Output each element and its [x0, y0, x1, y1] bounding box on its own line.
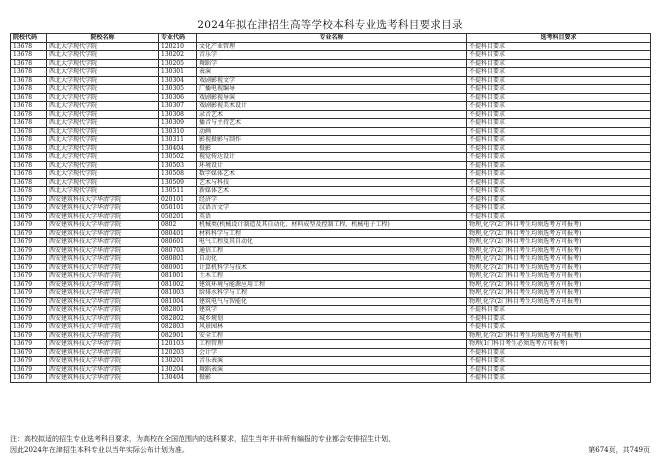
cell-school-name: 西安建筑科技大学华清学院 — [47, 212, 159, 221]
cell-school-code: 13678 — [11, 153, 47, 162]
cell-requirement: 物理,化学(2门科目考生均须选考方可报考) — [467, 297, 651, 306]
cell-major-code: 130304 — [159, 76, 197, 85]
table-row — [11, 153, 651, 162]
cell-requirement: 不提科目要求 — [467, 170, 651, 179]
cell-school-name: 西北大学现代学院 — [47, 161, 159, 170]
cell-major-code: 130204 — [159, 365, 197, 374]
cell-major-code: 050201 — [159, 212, 197, 221]
cell-major-code: 080601 — [159, 238, 197, 247]
cell-requirement: 不提科目要求 — [467, 42, 651, 51]
cell-school-code: 13679 — [11, 280, 47, 289]
cell-major-code: 080901 — [159, 263, 197, 272]
table-row — [11, 238, 651, 247]
cell-requirement: 物理,化学(2门科目考生均须选考方可报考) — [467, 221, 651, 230]
page-number: 第674页，共749页 — [588, 446, 650, 454]
table-row — [11, 272, 651, 281]
cell-school-code: 13679 — [11, 297, 47, 306]
cell-major-name: 建筑电气与智能化 — [197, 297, 467, 306]
cell-school-name: 西北大学现代学院 — [47, 153, 159, 162]
cell-requirement: 不提科目要求 — [467, 348, 651, 357]
cell-major-name: 戏剧影视导演 — [197, 93, 467, 102]
cell-requirement: 物理,化学(2门科目考生均须选考方可报考) — [467, 272, 651, 281]
cell-requirement: 不提科目要求 — [467, 365, 651, 374]
cell-school-code: 13679 — [11, 212, 47, 221]
table-row — [11, 144, 651, 153]
cell-major-code: 130404 — [159, 144, 197, 153]
cell-major-name: 戏剧影视美术设计 — [197, 102, 467, 111]
cell-school-code: 13679 — [11, 289, 47, 298]
table-row — [11, 161, 651, 170]
cell-major-code: 0802 — [159, 221, 197, 230]
cell-school-name: 西安建筑科技大学华清学院 — [47, 272, 159, 281]
cell-major-name: 新媒体艺术 — [197, 187, 467, 196]
cell-school-name: 西安建筑科技大学华清学院 — [47, 374, 159, 383]
footnote — [10, 434, 570, 456]
table-row — [11, 68, 651, 77]
cell-school-name: 西安建筑科技大学华清学院 — [47, 323, 159, 332]
cell-requirement: 不提科目要求 — [467, 127, 651, 136]
cell-requirement: 物理,化学(2门科目考生均须选考方可报考) — [467, 238, 651, 247]
cell-school-code: 13678 — [11, 187, 47, 196]
cell-school-code: 13679 — [11, 246, 47, 255]
table-row — [11, 127, 651, 136]
cell-major-name: 汉语言文学 — [197, 204, 467, 213]
cell-requirement: 不提科目要求 — [467, 178, 651, 187]
cell-school-code: 13678 — [11, 136, 47, 145]
cell-major-name: 戏剧影视文学 — [197, 76, 467, 85]
table-row — [11, 119, 651, 128]
page-title: 2024年拟在津招生高等学校本科专业选考科目要求目录 — [197, 19, 463, 31]
cell-requirement: 不提科目要求 — [467, 306, 651, 315]
cell-major-code: 130404 — [159, 374, 197, 383]
cell-school-code: 13679 — [11, 263, 47, 272]
cell-requirement: 不提科目要求 — [467, 51, 651, 60]
cell-school-code: 13678 — [11, 42, 47, 51]
table-row — [11, 306, 651, 315]
footnote-line-1: 注：高校拟适的招生专业选考科目要求，为高校在全国范围内的选科要求，招生当年并非所有编报的专业都会安排招生计划， — [10, 435, 395, 443]
table-row — [11, 289, 651, 298]
cell-major-code: 120103 — [159, 340, 197, 349]
cell-school-code: 13679 — [11, 323, 47, 332]
cell-requirement: 物理,化学(2门科目考生均须选考方可报考) — [467, 289, 651, 298]
table-row — [11, 263, 651, 272]
cell-requirement: 不提科目要求 — [467, 68, 651, 77]
cell-school-name: 西安建筑科技大学华清学院 — [47, 238, 159, 247]
cell-school-code: 13678 — [11, 93, 47, 102]
cell-major-name: 机械类(机械设计制造及其自动化、材料成型及控制工程、机械电子工程) — [197, 221, 467, 230]
cell-school-name: 西北大学现代学院 — [47, 68, 159, 77]
cell-major-name: 经济学 — [197, 195, 467, 204]
header-school-code: 院校代码 — [11, 34, 47, 43]
table-row — [11, 178, 651, 187]
cell-school-code: 13678 — [11, 144, 47, 153]
cell-school-code: 13679 — [11, 306, 47, 315]
cell-major-code: 081003 — [159, 289, 197, 298]
cell-school-name: 西北大学现代学院 — [47, 102, 159, 111]
cell-school-name: 西安建筑科技大学华清学院 — [47, 297, 159, 306]
cell-school-name: 西北大学现代学院 — [47, 170, 159, 179]
table-row — [11, 76, 651, 85]
cell-school-code: 13678 — [11, 76, 47, 85]
header-school-name: 院校名称 — [47, 34, 159, 43]
cell-school-name: 西北大学现代学院 — [47, 110, 159, 119]
table-body — [11, 42, 651, 382]
cell-major-name: 录音艺术 — [197, 110, 467, 119]
cell-major-name: 艺术与科技 — [197, 178, 467, 187]
cell-school-code: 13679 — [11, 229, 47, 238]
cell-major-name: 广播电视编导 — [197, 85, 467, 94]
cell-major-name: 建筑环境与能源应用工程 — [197, 280, 467, 289]
cell-school-code: 13678 — [11, 110, 47, 119]
cell-school-name: 西安建筑科技大学华清学院 — [47, 348, 159, 357]
cell-school-name: 西安建筑科技大学华清学院 — [47, 229, 159, 238]
cell-major-code: 082802 — [159, 314, 197, 323]
cell-major-name: 视觉传达设计 — [197, 153, 467, 162]
cell-major-code: 082801 — [159, 306, 197, 315]
cell-major-code: 081002 — [159, 280, 197, 289]
cell-major-name: 计算机科学与技术 — [197, 263, 467, 272]
cell-requirement: 物理,化学(2门科目考生均须选考方可报考) — [467, 263, 651, 272]
table-row — [11, 85, 651, 94]
cell-school-name: 西安建筑科技大学华清学院 — [47, 195, 159, 204]
table-row — [11, 102, 651, 111]
cell-major-name: 建筑学 — [197, 306, 467, 315]
cell-school-code: 13679 — [11, 204, 47, 213]
cell-requirement: 物理,化学(2门科目考生均须选考方可报考) — [467, 331, 651, 340]
cell-major-name: 会计学 — [197, 348, 467, 357]
cell-school-code: 13678 — [11, 119, 47, 128]
cell-requirement: 不提科目要求 — [467, 357, 651, 366]
cell-school-name: 西北大学现代学院 — [47, 187, 159, 196]
cell-school-name: 西安建筑科技大学华清学院 — [47, 263, 159, 272]
table-row — [11, 255, 651, 264]
cell-major-code: 130205 — [159, 59, 197, 68]
table-row — [11, 246, 651, 255]
table-row — [11, 297, 651, 306]
cell-school-name: 西安建筑科技大学华清学院 — [47, 331, 159, 340]
table-row — [11, 340, 651, 349]
cell-school-code: 13679 — [11, 314, 47, 323]
cell-school-code: 13679 — [11, 272, 47, 281]
cell-school-name: 西北大学现代学院 — [47, 42, 159, 51]
cell-major-name: 通信工程 — [197, 246, 467, 255]
cell-requirement: 不提科目要求 — [467, 187, 651, 196]
cell-major-code: 120203 — [159, 348, 197, 357]
cell-school-name: 西安建筑科技大学华清学院 — [47, 314, 159, 323]
cell-major-name: 风景园林 — [197, 323, 467, 332]
cell-major-code: 080401 — [159, 229, 197, 238]
cell-major-code: 130503 — [159, 161, 197, 170]
table-row — [11, 187, 651, 196]
cell-major-name: 环境设计 — [197, 161, 467, 170]
cell-requirement: 不提科目要求 — [467, 153, 651, 162]
cell-major-name: 表演 — [197, 68, 467, 77]
cell-school-name: 西北大学现代学院 — [47, 51, 159, 60]
cell-major-name: 动画 — [197, 127, 467, 136]
cell-school-name: 西安建筑科技大学华清学院 — [47, 306, 159, 315]
table-row — [11, 221, 651, 230]
cell-major-code: 130509 — [159, 178, 197, 187]
cell-school-name: 西北大学现代学院 — [47, 93, 159, 102]
cell-requirement: 不提科目要求 — [467, 212, 651, 221]
cell-major-code: 130202 — [159, 51, 197, 60]
cell-major-name: 摄影 — [197, 374, 467, 383]
cell-major-name: 材料科学与工程 — [197, 229, 467, 238]
cell-major-name: 音乐表演 — [197, 357, 467, 366]
cell-major-code: 130310 — [159, 127, 197, 136]
cell-school-code: 13678 — [11, 127, 47, 136]
cell-school-name: 西安建筑科技大学华清学院 — [47, 280, 159, 289]
cell-requirement: 不提科目要求 — [467, 161, 651, 170]
cell-major-code: 080801 — [159, 255, 197, 264]
cell-school-name: 西北大学现代学院 — [47, 178, 159, 187]
cell-major-name: 土木工程 — [197, 272, 467, 281]
cell-school-code: 13678 — [11, 68, 47, 77]
cell-school-name: 西安建筑科技大学华清学院 — [47, 221, 159, 230]
cell-school-name: 西北大学现代学院 — [47, 85, 159, 94]
cell-major-code: 130307 — [159, 102, 197, 111]
cell-major-code: 080703 — [159, 246, 197, 255]
table-row — [11, 204, 651, 213]
table-row — [11, 314, 651, 323]
cell-school-name: 西北大学现代学院 — [47, 59, 159, 68]
cell-requirement: 物理,化学(2门科目考生均须选考方可报考) — [467, 255, 651, 264]
cell-major-code: 130502 — [159, 153, 197, 162]
cell-major-name: 播音与主持艺术 — [197, 119, 467, 128]
table-row — [11, 323, 651, 332]
cell-school-code: 13679 — [11, 221, 47, 230]
cell-major-code: 081004 — [159, 297, 197, 306]
table-row — [11, 136, 651, 145]
cell-major-code: 050101 — [159, 204, 197, 213]
table-row — [11, 195, 651, 204]
cell-school-name: 西北大学现代学院 — [47, 119, 159, 128]
header-requirement: 选考科目要求 — [467, 34, 651, 43]
cell-school-name: 西北大学现代学院 — [47, 76, 159, 85]
table-row — [11, 93, 651, 102]
cell-major-name: 工程管理 — [197, 340, 467, 349]
cell-major-name: 摄影 — [197, 144, 467, 153]
cell-school-code: 13678 — [11, 51, 47, 60]
table-row — [11, 357, 651, 366]
cell-major-code: 130508 — [159, 170, 197, 179]
cell-requirement: 物理,化学(2门科目考生均须选考方可报考) — [467, 280, 651, 289]
cell-requirement: 不提科目要求 — [467, 314, 651, 323]
cell-major-code: 130511 — [159, 187, 197, 196]
cell-school-code: 13678 — [11, 102, 47, 111]
cell-school-code: 13679 — [11, 238, 47, 247]
header-major-name: 专业名称 — [197, 34, 467, 43]
cell-school-code: 13679 — [11, 348, 47, 357]
cell-major-code: 130301 — [159, 68, 197, 77]
cell-requirement: 物理,化学(2门科目考生均须选考方可报考) — [467, 246, 651, 255]
table-row — [11, 212, 651, 221]
table-header-row — [11, 34, 651, 43]
cell-school-code: 13679 — [11, 195, 47, 204]
cell-major-code: 130201 — [159, 357, 197, 366]
requirements-table — [10, 33, 651, 383]
cell-school-code: 13679 — [11, 357, 47, 366]
cell-school-name: 西安建筑科技大学华清学院 — [47, 246, 159, 255]
table-row — [11, 42, 651, 51]
cell-school-name: 西安建筑科技大学华清学院 — [47, 365, 159, 374]
table-row — [11, 374, 651, 383]
cell-school-code: 13679 — [11, 331, 47, 340]
cell-major-code: 082803 — [159, 323, 197, 332]
cell-major-code: 130306 — [159, 93, 197, 102]
cell-school-name: 西安建筑科技大学华清学院 — [47, 204, 159, 213]
cell-school-code: 13679 — [11, 255, 47, 264]
cell-school-name: 西安建筑科技大学华清学院 — [47, 289, 159, 298]
cell-major-code: 130309 — [159, 119, 197, 128]
cell-major-code: 130305 — [159, 85, 197, 94]
cell-requirement: 不提科目要求 — [467, 323, 651, 332]
table-row — [11, 59, 651, 68]
cell-major-name: 自动化 — [197, 255, 467, 264]
cell-school-name: 西安建筑科技大学华清学院 — [47, 357, 159, 366]
cell-requirement: 不提科目要求 — [467, 110, 651, 119]
cell-school-name: 西安建筑科技大学华清学院 — [47, 255, 159, 264]
cell-major-code: 120210 — [159, 42, 197, 51]
cell-major-name: 给排水科学与工程 — [197, 289, 467, 298]
header-major-code: 专业代码 — [159, 34, 197, 43]
cell-requirement: 不提科目要求 — [467, 85, 651, 94]
cell-major-code: 081001 — [159, 272, 197, 281]
table-row — [11, 331, 651, 340]
cell-requirement: 不提科目要求 — [467, 93, 651, 102]
cell-requirement: 不提科目要求 — [467, 374, 651, 383]
table-row — [11, 365, 651, 374]
cell-requirement: 不提科目要求 — [467, 204, 651, 213]
cell-requirement: 不提科目要求 — [467, 195, 651, 204]
cell-school-code: 13678 — [11, 85, 47, 94]
cell-major-name: 电气工程及其自动化 — [197, 238, 467, 247]
cell-school-code: 13678 — [11, 170, 47, 179]
cell-school-code: 13678 — [11, 161, 47, 170]
table-row — [11, 280, 651, 289]
cell-requirement: 不提科目要求 — [467, 102, 651, 111]
cell-school-code: 13678 — [11, 178, 47, 187]
table-row — [11, 348, 651, 357]
cell-major-name: 英语 — [197, 212, 467, 221]
cell-requirement: 不提科目要求 — [467, 136, 651, 145]
cell-major-name: 文化产业管理 — [197, 42, 467, 51]
table-row — [11, 110, 651, 119]
cell-major-name: 数字媒体艺术 — [197, 170, 467, 179]
table-row — [11, 229, 651, 238]
cell-major-code: 082901 — [159, 331, 197, 340]
cell-major-name: 舞蹈学 — [197, 59, 467, 68]
cell-requirement: 物理(1门科目考生必须选考方可报考) — [467, 340, 651, 349]
cell-requirement: 物理,化学(2门科目考生均须选考方可报考) — [467, 229, 651, 238]
cell-school-code: 13679 — [11, 365, 47, 374]
cell-major-code: 020101 — [159, 195, 197, 204]
cell-major-name: 安全工程 — [197, 331, 467, 340]
cell-requirement: 不提科目要求 — [467, 119, 651, 128]
cell-major-name: 城乡规划 — [197, 314, 467, 323]
cell-requirement: 不提科目要求 — [467, 76, 651, 85]
footnote-line-2: 因此2024年在津招生本科专业以当年实际公布计划为准。 — [10, 446, 189, 454]
cell-school-name: 西北大学现代学院 — [47, 136, 159, 145]
table-row — [11, 51, 651, 60]
cell-school-code: 13679 — [11, 340, 47, 349]
cell-requirement: 不提科目要求 — [467, 144, 651, 153]
cell-school-name: 西安建筑科技大学华清学院 — [47, 340, 159, 349]
cell-school-code: 13679 — [11, 374, 47, 383]
cell-school-name: 西北大学现代学院 — [47, 127, 159, 136]
cell-major-code: 130311 — [159, 136, 197, 145]
cell-major-name: 舞蹈表演 — [197, 365, 467, 374]
cell-major-name: 影视摄影与制作 — [197, 136, 467, 145]
cell-major-name: 音乐学 — [197, 51, 467, 60]
table-row — [11, 170, 651, 179]
cell-major-code: 130308 — [159, 110, 197, 119]
cell-school-code: 13678 — [11, 59, 47, 68]
cell-requirement: 不提科目要求 — [467, 59, 651, 68]
cell-school-name: 西北大学现代学院 — [47, 144, 159, 153]
